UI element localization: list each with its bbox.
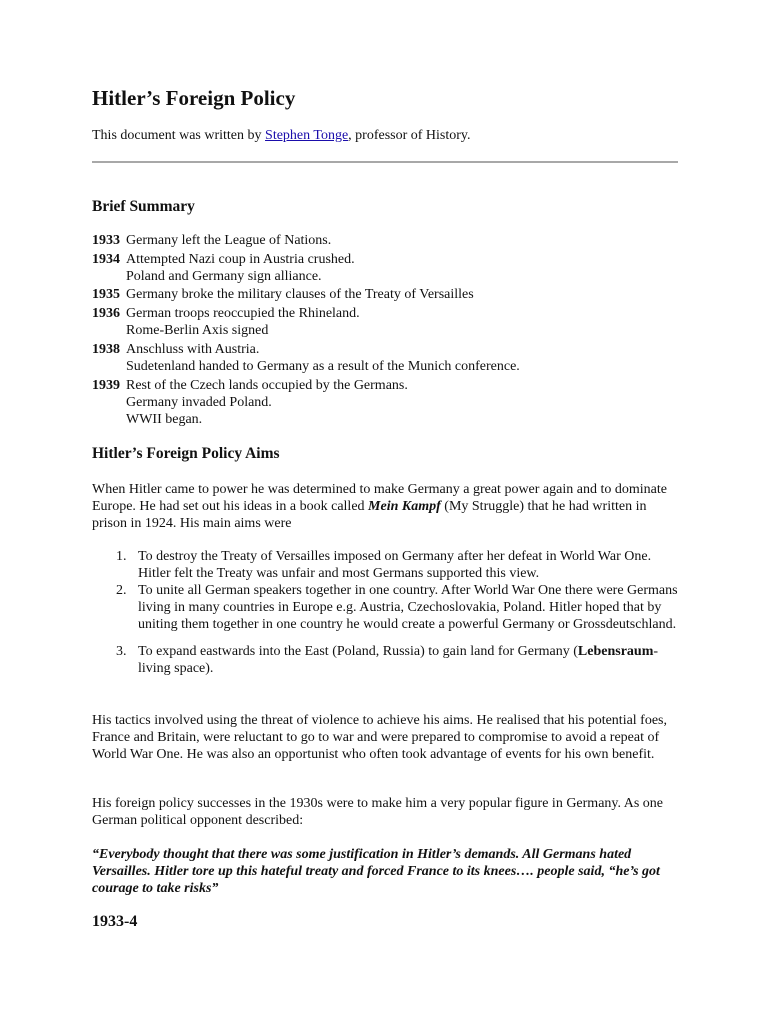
aims-intro-after: (My Struggle) that he had written in prison in 1924. His main aims were xyxy=(92,499,647,531)
section-1933-4-heading: 1933-4 xyxy=(92,913,138,930)
timeline-year: 1934 xyxy=(92,251,120,267)
timeline-year: 1938 xyxy=(92,341,120,357)
timeline-event: Attempted Nazi coup in Austria crushed. xyxy=(126,251,355,267)
tactics-paragraph: His tactics involved using the threat of violence to achieve his aims. He realised that his potential foes, France and Britain, were reluctant to go to war and were prepared to compromise to avoid a repeat of World War One. He was also an opportunist who often took advantage of events for his own benefit. xyxy=(92,713,668,762)
list-item-text-before: To expand eastwards into the East (Poland, Russia) to gain land for Germany ( xyxy=(138,644,578,659)
list-item-text: To unite all German speakers together in one country. After World War One there were Germans living in many countries in Europe e.g. Austria, Czechoslovakia, Poland. Hitler hoped that by uniting them together in one country he would create a powerful Germany or Grossdeutschland. xyxy=(138,583,678,632)
timeline-event: Germany left the League of Nations. xyxy=(126,233,332,248)
book-title: Mein Kampf xyxy=(368,499,441,514)
timeline-event: German troops reoccupied the Rhineland. xyxy=(126,305,360,321)
list-item xyxy=(92,582,682,633)
timeline-event: Germany broke the military clauses of the Treaty of Versailles xyxy=(126,287,474,303)
list-item xyxy=(92,643,682,677)
opponent-quote: “Everybody thought that there was some justification in Hitler’s demands. All Germans hated Versailles. Hitler tore up this hateful treaty and forced France to its knees…. people said, “he’s got courage to take risks” xyxy=(92,847,660,896)
timeline-row xyxy=(92,251,520,285)
aims-list xyxy=(92,548,682,677)
timeline-row xyxy=(92,286,520,303)
timeline xyxy=(92,232,520,430)
aims-heading: Hitler’s Foreign Policy Aims xyxy=(92,445,280,462)
timeline-event: Anschluss with Austria. xyxy=(126,341,260,357)
timeline-row xyxy=(92,341,520,375)
horizontal-rule xyxy=(92,161,678,163)
timeline-event: Sudetenland handed to Germany as a result of the Munich conference. xyxy=(126,358,520,374)
list-number: 1. xyxy=(116,549,127,564)
list-number: 2. xyxy=(116,583,127,598)
timeline-events xyxy=(126,305,360,339)
byline-prefix: This document was written by xyxy=(92,128,266,143)
author-link[interactable]: Stephen Tonge xyxy=(265,128,349,143)
timeline-event: Poland and Germany sign alliance. xyxy=(126,268,322,284)
timeline-row xyxy=(92,305,520,339)
list-item-text: To destroy the Treaty of Versailles imposed on Germany after her defeat in World War One. Hitler felt the Treaty was unfair and most Germans supported this view. xyxy=(138,549,652,581)
timeline-year: 1939 xyxy=(92,377,120,393)
aims-intro xyxy=(92,481,682,532)
timeline-event: Rome-Berlin Axis signed xyxy=(126,323,269,339)
timeline-row xyxy=(92,232,520,249)
list-item-text-after: - living space). xyxy=(138,644,659,676)
list-number: 3. xyxy=(116,644,127,659)
byline xyxy=(92,128,471,144)
timeline-year: 1933 xyxy=(92,233,120,248)
brief-summary-heading: Brief Summary xyxy=(92,198,195,215)
timeline-event: Germany invaded Poland. xyxy=(126,394,272,410)
byline-suffix: , professor of History. xyxy=(348,128,471,143)
lebensraum-term: Lebensraum xyxy=(577,644,654,659)
list-item xyxy=(92,548,682,582)
list-item-text xyxy=(138,643,678,677)
timeline-events xyxy=(126,286,474,303)
successes-paragraph: His foreign policy successes in the 1930s were to make him a very popular figure in Germany. As one German political opponent described: xyxy=(92,796,663,828)
timeline-year: 1936 xyxy=(92,305,120,321)
timeline-events xyxy=(126,232,331,249)
timeline-events xyxy=(126,251,355,285)
timeline-row xyxy=(92,377,520,429)
timeline-event: Rest of the Czech lands occupied by the Germans. xyxy=(126,377,408,393)
aims-intro-before: When Hitler came to power he was determined to make Germany a great power again and to dominate Europe. He had set out his ideas in a book called xyxy=(92,482,667,514)
timeline-event: WWII began. xyxy=(126,411,203,427)
document-title: Hitler’s Foreign Policy xyxy=(92,86,296,110)
timeline-events xyxy=(126,377,408,429)
timeline-year: 1935 xyxy=(92,287,120,303)
timeline-events xyxy=(126,341,520,375)
